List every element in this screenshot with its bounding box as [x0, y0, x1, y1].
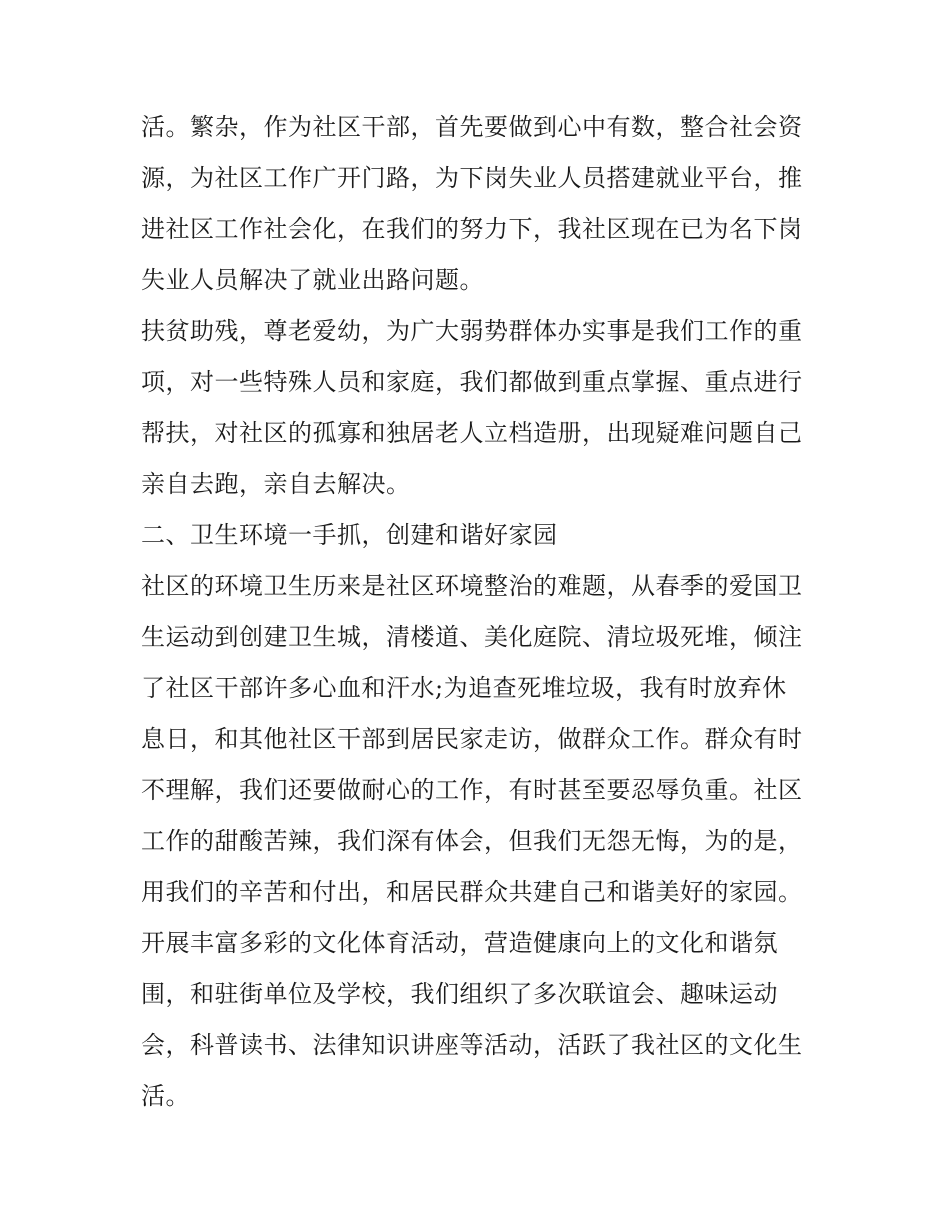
text-line: 活。繁杂，作为社区干部，首先要做到心中有数，整合社会资 [141, 113, 803, 141]
text-line: 亲自去跑，亲自去解决。 [141, 470, 411, 498]
text-line: 会，科普读书、法律知识讲座等活动，活跃了我社区的文化生 [141, 1031, 803, 1059]
text-line: 社区的环境卫生历来是社区环境整治的难题，从春季的爱国卫 [141, 572, 803, 600]
text-line: 扶贫助残，尊老爱幼，为广大弱势群体办实事是我们工作的重 [141, 317, 803, 345]
text-line: 不理解，我们还要做耐心的工作，有时甚至要忍辱负重。社区 [141, 776, 803, 804]
text-line: 帮扶，对社区的孤寡和独居老人立档造册，出现疑难问题自己 [141, 419, 803, 447]
text-line: 了社区干部许多心血和汗水;为追查死堆垃圾，我有时放弃休 [141, 674, 787, 702]
text-line: 源，为社区工作广开门路，为下岗失业人员搭建就业平台，推 [141, 164, 803, 192]
text-line: 围，和驻街单位及学校，我们组织了多次联谊会、趣味运动 [141, 980, 778, 1008]
text-line: 开展丰富多彩的文化体育活动，营造健康向上的文化和谐氛 [141, 929, 778, 957]
text-line: 生运动到创建卫生城，清楼道、美化庭院、清垃圾死堆，倾注 [141, 623, 803, 651]
text-line: 工作的甜酸苦辣，我们深有体会，但我们无怨无悔，为的是， [141, 827, 803, 855]
text-line: 息日，和其他社区干部到居民家走访，做群众工作。群众有时 [141, 725, 803, 753]
text-line: 失业人员解决了就业出路问题。 [141, 266, 484, 294]
text-line: 用我们的辛苦和付出，和居民群众共建自己和谐美好的家园。 [141, 878, 803, 906]
section-heading: 二、卫生环境一手抓，创建和谐好家园 [141, 521, 558, 549]
text-line: 进社区工作社会化，在我们的努力下，我社区现在已为名下岗 [141, 215, 803, 243]
text-line: 项，对一些特殊人员和家庭，我们都做到重点掌握、重点进行 [141, 368, 803, 396]
text-line: 活。 [141, 1082, 190, 1110]
